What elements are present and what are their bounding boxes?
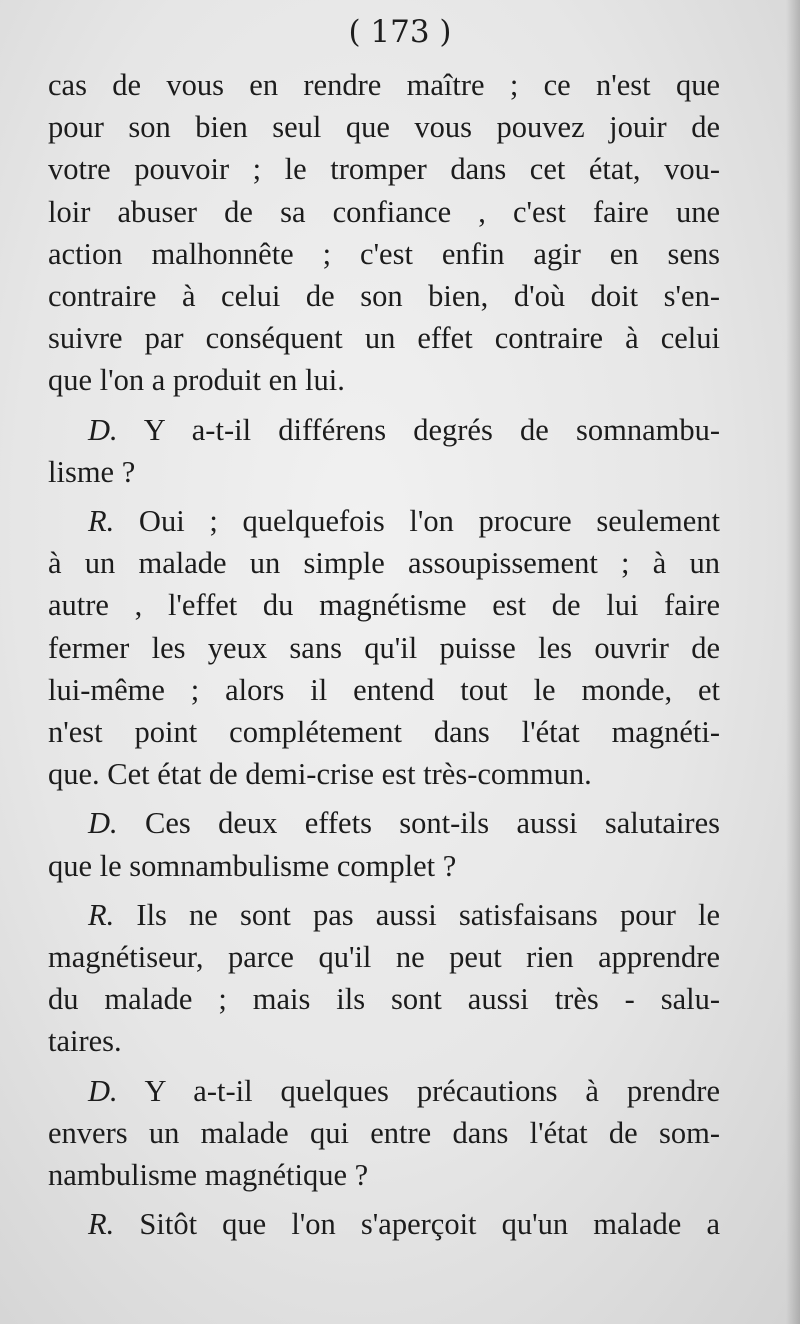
line-text: lui-même ; alors il entend tout le monde, et xyxy=(48,672,720,707)
line-text: Ils ne sont pas aussi satisfaisans pour le xyxy=(136,897,721,932)
text-line xyxy=(48,359,720,401)
text-line xyxy=(48,669,720,711)
text-line xyxy=(48,64,720,106)
line-text: envers un malade qui entre dans l'état de som- xyxy=(48,1115,720,1150)
speaker-label: D. xyxy=(88,1073,118,1108)
page-number: ( 173 ) xyxy=(348,14,452,50)
speaker-label: D. xyxy=(88,412,118,447)
text-line xyxy=(48,1020,720,1062)
line-text: magnétiseur, parce qu'il ne peut rien apprendre xyxy=(48,940,720,975)
line-text: nambulisme magnétique ? xyxy=(48,1158,369,1193)
line-text: que. Cet état de demi-crise est très-commun. xyxy=(48,757,592,792)
line-text: Oui ; quelquefois l'on procure seulement xyxy=(138,504,720,539)
text-line xyxy=(48,1112,720,1154)
text-line xyxy=(48,317,720,359)
line-text: suivre par conséquent un effet contraire à celui xyxy=(48,321,720,356)
line-text: lisme ? xyxy=(48,454,136,489)
line-text: autre , l'effet du magnétisme est de lui faire xyxy=(48,588,720,623)
line-text: pour son bien seul que vous pouvez jouir de xyxy=(48,110,720,145)
text-line xyxy=(48,936,720,978)
line-text: loir abuser de sa confiance , c'est faire une xyxy=(48,194,720,229)
text-line xyxy=(48,711,720,753)
line-text: que le somnambulisme complet ? xyxy=(48,848,457,883)
line-text: Sitôt que l'on s'aperçoit qu'un malade a xyxy=(139,1207,720,1242)
line-text: votre pouvoir ; le tromper dans cet état, vou- xyxy=(48,152,720,187)
text-line xyxy=(48,409,720,451)
line-text: Y a-t-il différens degrés de somnambu- xyxy=(143,412,720,447)
text-line xyxy=(48,451,720,493)
text-line xyxy=(48,845,720,887)
line-text: Y a-t-il quelques précautions à prendre xyxy=(144,1073,720,1108)
line-text: action malhonnête ; c'est enfin agir en sens xyxy=(48,236,720,271)
text-line xyxy=(48,894,720,936)
speaker-label: R. xyxy=(88,504,115,539)
speaker-label: D. xyxy=(88,806,118,841)
line-text: à un malade un simple assoupissement ; à un xyxy=(48,546,720,581)
body-text xyxy=(48,64,720,1245)
text-line xyxy=(48,753,720,795)
line-text: contraire à celui de son bien, d'où doit s'en- xyxy=(48,279,720,314)
text-line xyxy=(48,584,720,626)
text-line xyxy=(48,1070,720,1112)
speaker-label: R. xyxy=(88,1207,115,1242)
text-line xyxy=(48,275,720,317)
text-line xyxy=(48,627,720,669)
text-line xyxy=(48,191,720,233)
line-text: taires. xyxy=(48,1024,122,1059)
line-text: du malade ; mais ils sont aussi très - salu- xyxy=(48,982,720,1017)
line-text: n'est point complétement dans l'état magnéti- xyxy=(48,715,720,750)
text-line xyxy=(48,233,720,275)
line-text: cas de vous en rendre maître ; ce n'est que xyxy=(48,68,720,102)
text-line xyxy=(48,1154,720,1196)
text-line xyxy=(48,542,720,584)
text-line xyxy=(48,1203,720,1245)
text-line xyxy=(48,106,720,148)
text-line xyxy=(48,500,720,542)
text-line xyxy=(48,148,720,190)
line-text: fermer les yeux sans qu'il puisse les ouvrir de xyxy=(48,630,720,665)
text-line xyxy=(48,802,720,844)
speaker-label: R. xyxy=(88,897,115,932)
text-line xyxy=(48,978,720,1020)
page-gutter-shadow xyxy=(786,0,800,1324)
line-text: que l'on a produit en lui. xyxy=(48,363,345,398)
line-text: Ces deux effets sont-ils aussi salutaires xyxy=(145,806,721,841)
